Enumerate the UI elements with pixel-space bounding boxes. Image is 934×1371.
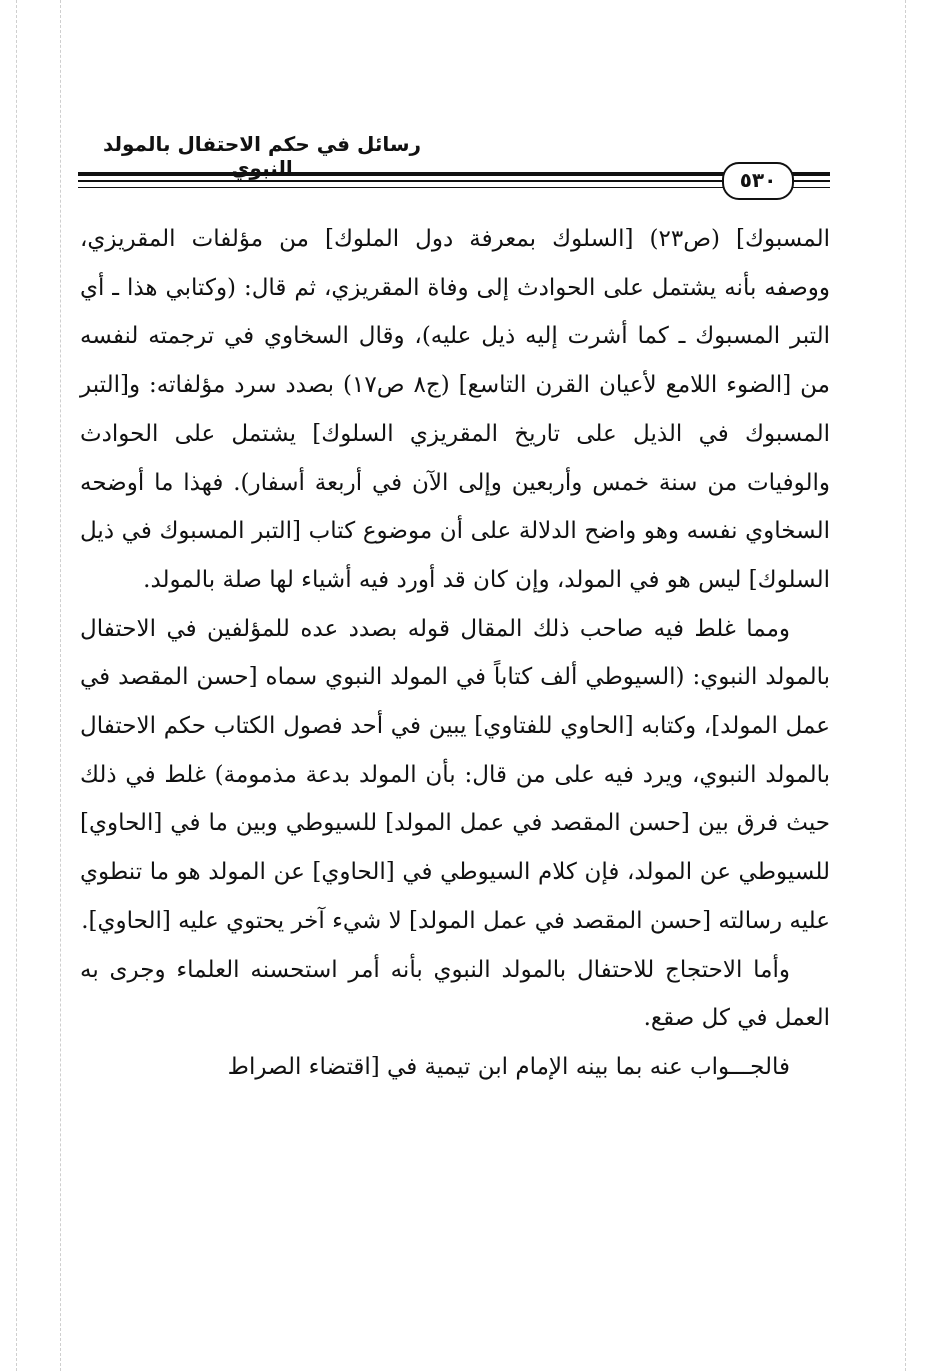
header-rule-thin (78, 187, 830, 188)
paragraph-2: ومما غلط فيه صاحب ذلك المقال قوله بصدد عده للمؤلفين في الاحتفال بالمولد النبوي: (السيوطي ألف كتاباً في المولد النبوي سماه [حسن المقصد في عمل المولد]، وكتابه [الحاوي للفتاوي] يبين في أحد فصول الكتاب حكم الاحتفال بالمولد النبوي، ويرد فيه على من قال: بأن المولد بدعة مذمومة) غلط في ذلك حيث فرق بين [حسن المقصد في عمل المولد] للسيوطي وبين ما في [الحاوي] للسيوطي عن المولد، فإن كلام السيوطي في [الحاوي] عن المولد هو ما تنطوي عليه رسالته [حسن المقصد في عمل المولد] لا شيء آخر يحتوي عليه [الحاوي]. (80, 615, 830, 934)
page-edge-left (16, 0, 17, 1371)
header-rule-thick (78, 172, 830, 176)
header-rule-medium (78, 180, 830, 182)
page-edge-right (905, 0, 906, 1371)
page-edge-left-inner (60, 0, 61, 1371)
body-text (80, 215, 830, 1092)
paragraph-4: فالجـــواب عنه بما بينه الإمام ابن تيمية في [اقتضاء الصراط (227, 1053, 790, 1080)
running-header-title: رسائل في حكم الاحتفال بالمولد النبوي (102, 132, 422, 180)
paragraph-1: المسبوك] (ص٢٣) [السلوك بمعرفة دول الملوك] من مؤلفات المقريزي، ووصفه بأنه يشتمل على الحوادث إلى وفاة المقريزي، ثم قال: (وكتابي هذا ـ أي التبر المسبوك ـ كما أشرت إليه ذيل عليه)، وقال السخاوي في ترجمته لنفسه من [الضوء اللامع لأعيان القرن التاسع] (ج٨ ص١٧) بصدد سرد مؤلفاته: و[التبر المسبوك في الذيل على تاريخ المقريزي السلوك] يشتمل على الحوادث والوفيات من سنة خمس وأربعين وإلى الآن في أربعة أسفار). فهذا ما أوضحه السخاوي نفسه وهو واضح الدلالة على أن موضوع كتاب [التبر المسبوك في ذيل السلوك] ليس هو في المولد، وإن كان قد أورد فيه أشياء لها صلة بالمولد. (80, 226, 831, 593)
page-number: ٥٣٠ (722, 162, 794, 200)
paragraph-3: وأما الاحتجاج للاحتفال بالمولد النبوي بأنه أمر استحسنه العلماء وجرى به العمل في كل صقع. (80, 956, 830, 1032)
